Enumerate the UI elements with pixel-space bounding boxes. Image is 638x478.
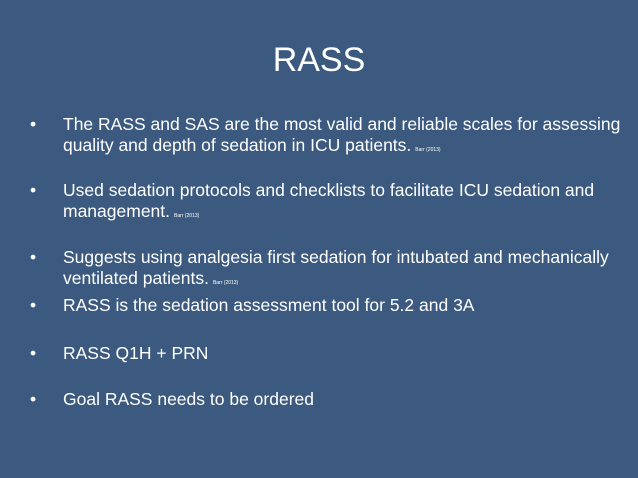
bullet-text: RASS Q1H + PRN bbox=[63, 343, 209, 363]
bullet-text: Used sedation protocols and checklists to facilitate ICU sedation and management. bbox=[63, 180, 595, 221]
slide-title: RASS bbox=[272, 41, 366, 79]
bullet-dot: • bbox=[30, 389, 37, 409]
bullet-text-wrap bbox=[63, 247, 623, 294]
bullet-text-wrap bbox=[63, 180, 623, 227]
bullet-dot: • bbox=[30, 247, 37, 267]
bullet-dot: • bbox=[30, 343, 37, 363]
bullet-text: The RASS and SAS are the most valid and reliable scales for assessing quality and depth of sedation in ICU patients. bbox=[63, 114, 621, 155]
bullet-text-wrap bbox=[63, 114, 623, 161]
bullet-text: RASS is the sedation assessment tool for 5.2 and 3A bbox=[63, 295, 475, 315]
bullet-text: Goal RASS needs to be ordered bbox=[63, 389, 314, 409]
bullet-dot: • bbox=[30, 180, 37, 200]
bullet-text: Suggests using analgesia first sedation for intubated and mechanically ventilated patients. bbox=[63, 247, 609, 288]
citation: Barr (2013) bbox=[174, 213, 200, 219]
bullet-dot: • bbox=[30, 295, 37, 315]
citation: Barr (2013) bbox=[212, 280, 239, 286]
bullet-dot: • bbox=[30, 114, 37, 134]
citation: Barr (2013) bbox=[415, 147, 441, 153]
